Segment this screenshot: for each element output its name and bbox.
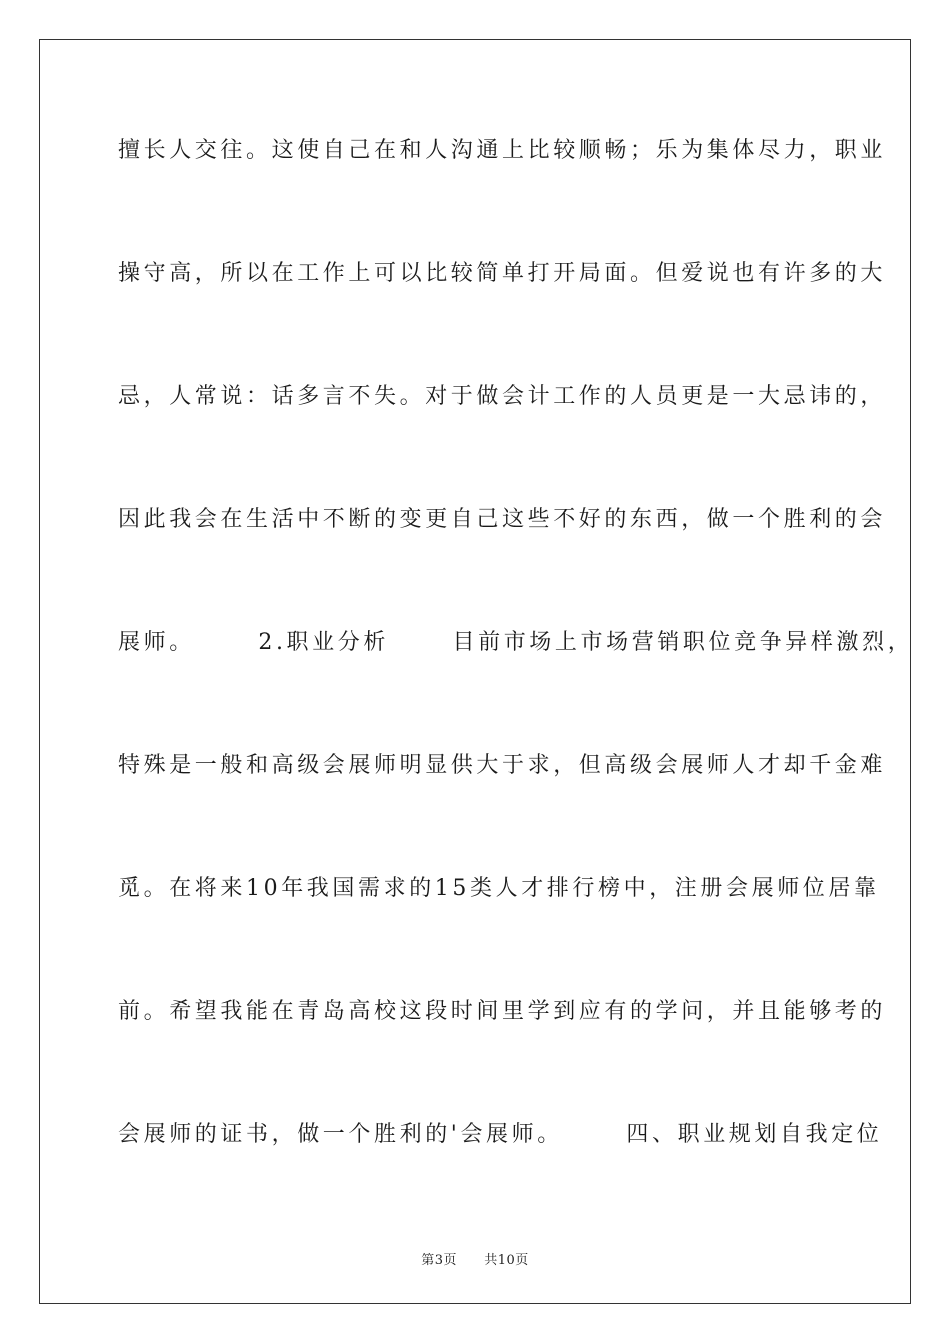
- text-line-5: 展师。 2.职业分析 目前市场上市场营销职位竞争异样激烈，: [118, 630, 914, 655]
- text-line-6: 特殊是一般和高级会展师明显供大于求，但高级会展师人才却千金难: [118, 753, 887, 778]
- text-line-7: 觅。在将来10年我国需求的15类人才排行榜中，注册会展师位居靠: [118, 876, 880, 901]
- text-line-2: 操守高，所以在工作上可以比较简单打开局面。但爱说也有许多的大: [118, 261, 887, 286]
- document-body: [118, 125, 914, 1232]
- page-footer: [0, 1249, 950, 1268]
- text-line-8: 前。希望我能在青岛高校这段时间里学到应有的学问，并且能够考的: [118, 999, 887, 1024]
- page-number: 第3页: [421, 1253, 457, 1268]
- text-line-1: 擅长人交往。这使自己在和人沟通上比较顺畅；乐为集体尽力，职业: [118, 138, 887, 163]
- page-total: 共10页: [484, 1253, 529, 1268]
- text-line-9: 会展师的证书，做一个胜利的'会展师。 四、职业规划自我定位: [118, 1122, 883, 1147]
- text-line-3: 忌，人常说：话多言不失。对于做会计工作的人员更是一大忌讳的，: [118, 384, 887, 409]
- text-line-4: 因此我会在生活中不断的变更自己这些不好的东西，做一个胜利的会: [118, 507, 887, 532]
